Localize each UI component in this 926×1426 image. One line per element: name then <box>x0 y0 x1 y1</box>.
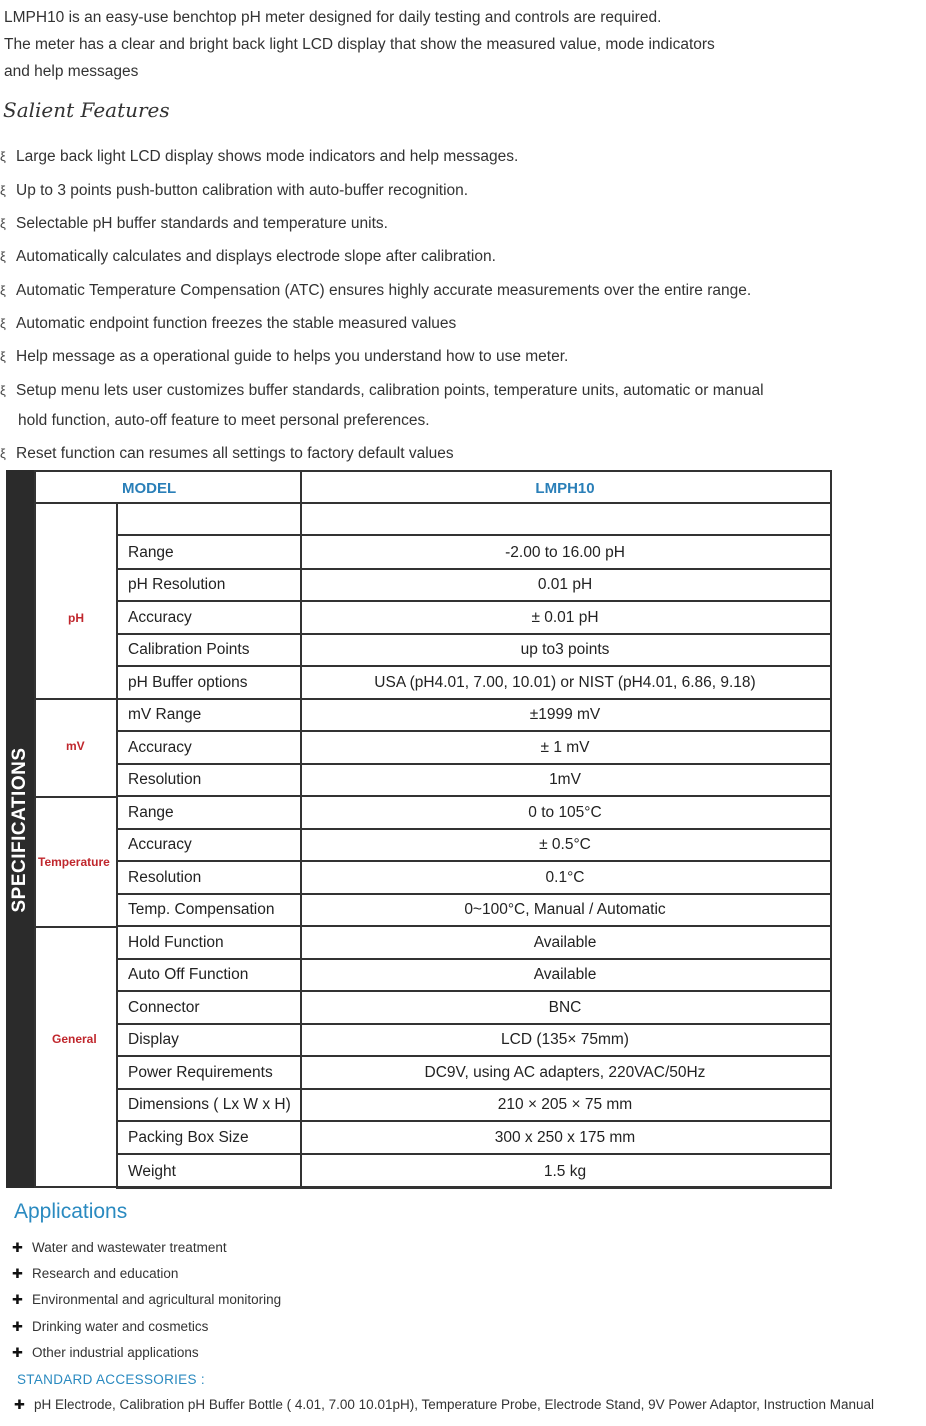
table-row-line <box>116 860 832 862</box>
header-model: MODEL <box>122 480 177 497</box>
xi-bullet-icon: ξ <box>0 446 6 461</box>
spec-value: ± 0.01 pH <box>531 609 599 626</box>
group-label-temperature: Temperature <box>38 855 110 869</box>
standard-accessories-title: STANDARD ACCESSORIES : <box>17 1372 205 1387</box>
table-row-line <box>116 600 832 602</box>
spec-value: up to3 points <box>520 641 610 658</box>
spec-param: Power Requirements <box>128 1064 273 1081</box>
cross-bullet-icon: ✚ <box>14 1397 25 1412</box>
spec-param: Accuracy <box>128 836 192 853</box>
spec-value: 0~100°C, Manual / Automatic <box>464 901 666 918</box>
xi-bullet-icon: ξ <box>0 149 6 164</box>
xi-bullet-icon: ξ <box>0 283 6 298</box>
feature-continuation: hold function, auto-off feature to meet personal preferences. <box>18 412 430 429</box>
header-model-value: LMPH10 <box>535 480 595 497</box>
table-border-header-bottom <box>34 502 832 504</box>
table-row-line <box>116 633 832 635</box>
feature-item: ξ Help message as a operational guide to helps you understand how to use meter. <box>0 348 569 365</box>
feature-item: ξ Large back light LCD display shows mode indicators and help messages. <box>0 148 519 165</box>
spec-value: 1.5 kg <box>543 1163 587 1180</box>
spec-param: Display <box>128 1031 179 1048</box>
spec-value: DC9V, using AC adapters, 220VAC/50Hz <box>424 1064 706 1081</box>
application-item: ✚ Water and wastewater treatment <box>12 1240 227 1255</box>
feature-item: ξ Up to 3 points push-button calibration with auto-buffer recognition. <box>0 182 469 199</box>
spec-value: Available <box>533 966 597 983</box>
cross-bullet-icon: ✚ <box>12 1319 23 1334</box>
application-item: ✚ Environmental and agricultural monitoring <box>12 1292 282 1307</box>
table-divider-param <box>116 504 118 1188</box>
group-label-general: General <box>52 1032 97 1046</box>
xi-bullet-icon: ξ <box>0 249 6 264</box>
spec-value: Available <box>533 934 597 951</box>
spec-param: Packing Box Size <box>128 1129 249 1146</box>
table-row-line <box>116 1153 832 1155</box>
spec-param: pH Resolution <box>128 576 226 593</box>
table-row-line <box>116 893 832 895</box>
table-row-line <box>116 795 832 797</box>
spec-param: Connector <box>128 999 200 1016</box>
spec-param: Auto Off Function <box>128 966 249 983</box>
spec-value: ±1999 mV <box>529 706 601 723</box>
specifications-table <box>6 470 832 1190</box>
group-label-ph: pH <box>68 611 84 625</box>
table-row-line <box>116 763 832 765</box>
specifications-side-bar <box>6 470 34 1188</box>
spec-value: ± 1 mV <box>540 739 590 756</box>
table-row-line <box>116 1120 832 1122</box>
application-item: ✚ Other industrial applications <box>12 1345 199 1360</box>
spec-value: -2.00 to 16.00 pH <box>505 544 625 561</box>
feature-item: ξ Automatically calculates and displays electrode slope after calibration. <box>0 248 496 265</box>
table-row-line <box>116 665 832 667</box>
spec-value: BNC <box>548 999 582 1016</box>
table-group-line <box>34 796 116 798</box>
xi-bullet-icon: ξ <box>0 316 6 331</box>
cross-bullet-icon: ✚ <box>12 1345 23 1360</box>
spec-param: Accuracy <box>128 739 192 756</box>
intro-line: LMPH10 is an easy-use benchtop pH meter designed for daily testing and controls are required. <box>4 9 662 26</box>
spec-param: Range <box>128 804 174 821</box>
spec-param: Resolution <box>128 869 202 886</box>
spec-value: 0.1°C <box>545 869 585 886</box>
table-row-line <box>116 730 832 732</box>
xi-bullet-icon: ξ <box>0 349 6 364</box>
spec-param: Calibration Points <box>128 641 250 658</box>
spec-param: Weight <box>128 1163 176 1180</box>
table-border-left <box>34 470 36 1188</box>
table-row-line <box>116 828 832 830</box>
spec-value: 0.01 pH <box>537 576 593 593</box>
table-group-line <box>34 698 116 700</box>
salient-features-title: Salient Features <box>3 98 170 122</box>
spec-param: pH Buffer options <box>128 674 248 691</box>
spec-param: Hold Function <box>128 934 224 951</box>
spec-param: Resolution <box>128 771 202 788</box>
table-row-line <box>116 1055 832 1057</box>
standard-accessories-text: ✚ pH Electrode, Calibration pH Buffer Bottle ( 4.01, 7.00 10.01pH), Temperature Probe, Electrode Stand, 9V Power Adaptor, Instruction Manual <box>14 1397 874 1412</box>
feature-item: ξ Automatic Temperature Compensation (ATC) ensures highly accurate measurements over the entire range. <box>0 282 752 299</box>
cross-bullet-icon: ✚ <box>12 1292 23 1307</box>
cross-bullet-icon: ✚ <box>12 1266 23 1281</box>
xi-bullet-icon: ξ <box>0 216 6 231</box>
table-row-line <box>116 990 832 992</box>
spec-param: Temp. Compensation <box>128 901 275 918</box>
xi-bullet-icon: ξ <box>0 383 6 398</box>
spec-value: 1mV <box>549 771 581 788</box>
xi-bullet-icon: ξ <box>0 183 6 198</box>
spec-value: ± 0.5°C <box>539 836 591 853</box>
applications-title: Applications <box>14 1200 128 1223</box>
spec-value: LCD (135× 75mm) <box>501 1031 629 1048</box>
table-row-line <box>116 1187 832 1189</box>
table-row-line <box>116 534 832 536</box>
table-group-line <box>34 926 116 928</box>
feature-item: ξ Selectable pH buffer standards and temperature units. <box>0 215 388 232</box>
spec-value: 210 × 205 × 75 mm <box>497 1096 633 1113</box>
intro-line: The meter has a clear and bright back light LCD display that show the measured value, mode indicators <box>4 36 715 53</box>
application-item: ✚ Drinking water and cosmetics <box>12 1319 209 1334</box>
spec-param: Range <box>128 544 174 561</box>
table-row-line <box>116 925 832 927</box>
feature-item: ξ Setup menu lets user customizes buffer standards, calibration points, temperature units, automatic or manual <box>0 382 764 399</box>
intro-line: and help messages <box>4 63 139 80</box>
table-row-line <box>116 698 832 700</box>
feature-item: ξ Automatic endpoint function freezes the stable measured values <box>0 315 457 332</box>
group-label-mv: mV <box>66 739 85 753</box>
table-row-line <box>116 568 832 570</box>
feature-item: ξ Reset function can resumes all settings to factory default values <box>0 445 454 462</box>
table-row-line <box>116 958 832 960</box>
spec-param: Dimensions ( Lx W x H) <box>128 1096 291 1113</box>
specifications-label: SPECIFICATIONS <box>9 747 30 913</box>
spec-param: Accuracy <box>128 609 192 626</box>
spec-value: 300 x 250 x 175 mm <box>494 1129 636 1146</box>
table-row-line <box>116 1088 832 1090</box>
table-row-line <box>116 1023 832 1025</box>
spec-value: 0 to 105°C <box>528 804 602 821</box>
cross-bullet-icon: ✚ <box>12 1240 23 1255</box>
table-border-top <box>34 470 832 472</box>
spec-value: USA (pH4.01, 7.00, 10.01) or NIST (pH4.01, 6.86, 9.18) <box>374 674 756 691</box>
intro-text <box>4 4 904 85</box>
spec-param: mV Range <box>128 706 202 723</box>
application-item: ✚ Research and education <box>12 1266 179 1281</box>
